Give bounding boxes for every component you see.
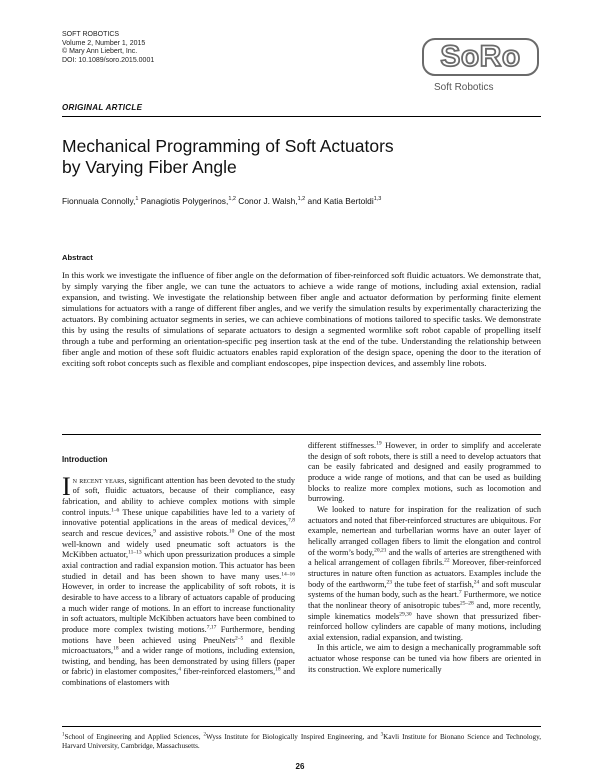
doi: DOI: 10.1089/soro.2015.0001: [62, 56, 155, 64]
soro-logo: [422, 38, 539, 76]
intro-paragraph-1: [62, 471, 295, 689]
article-title: [62, 136, 532, 178]
citation-ref: 7,17: [206, 624, 217, 631]
citation-ref: 25–28: [460, 600, 474, 607]
author-name: Fionnuala Connolly,: [62, 196, 136, 206]
title-line-2: by Varying Fiber Angle: [62, 157, 237, 177]
abstract-heading: Abstract: [62, 253, 93, 262]
body-column-left: [62, 441, 295, 689]
drop-cap: I: [62, 471, 71, 501]
logo-mark: SoRo: [440, 40, 521, 73]
author-affiliation: 1,3: [373, 196, 382, 203]
author-affiliation: 1,2: [297, 196, 306, 203]
footnote-rule: [62, 726, 541, 727]
header-rule: [62, 116, 541, 117]
article-type: ORIGINAL ARTICLE: [62, 103, 143, 112]
citation-ref: 7,8: [288, 517, 295, 524]
journal-metadata: [62, 31, 154, 65]
citation-ref: 1: [62, 733, 65, 738]
body-column-right: [308, 441, 541, 675]
volume-info: Volume 2, Number 1, 2015: [62, 39, 146, 47]
citation-ref: 9: [153, 528, 156, 535]
author-affiliation: 1,2: [228, 196, 236, 203]
rich-footnote: $^1$School of Engineering and Applied Sciences, $^2$Wyss Institute for Biologically Inspired Engineering, and $^3$Kavli Institute for Bionano Science and Technology, Harvard University, Cambridge, Massachusetts.: [62, 733, 541, 751]
intro-paragraph-1-cont: [308, 441, 541, 505]
journal-name: SOFT ROBOTICS: [62, 31, 120, 38]
intro-paragraph-3: In this article, we aim to design a mechanically programmable soft actuator whose response can be tuned via how fibers are oriented in its construction. We explore numerically: [308, 643, 541, 674]
page-number: 26: [295, 762, 305, 771]
citation-ref: 18: [275, 666, 281, 673]
citation-ref: 7: [458, 589, 462, 596]
intro-paragraph-2: [308, 505, 541, 644]
citation-ref: 24: [473, 578, 480, 585]
lead-in: n recent years: [72, 475, 125, 485]
author-list: [62, 196, 381, 206]
rich-p1-cont: different stiffnesses.$^{19}$ However, in order to simplify and accelerate the design of soft robots, there is still a need to develop actuators that can be easily fabricated and designed and easily programmed to produce a wide range of motions, and that can be used as building blocks to realize more complex motions, such as locomotion and burrowing.: [308, 440, 541, 504]
section-heading-introduction: Introduction: [62, 455, 108, 464]
logo-subtitle: Soft Robotics: [434, 82, 494, 93]
rich-p1: , significant attention has been devoted to the study of soft, fluidic actuators, because of their compliance, easy fabrication, and ability to achieve complex motions with simple control inputs.$^{1-6}$ These unique capabilities have led to a variety of innovative potential applications in the areas of medical devices,$^{7,8}$ search and rescue devices,$^9$ and assistive robots.$^{10}$ One of the most well-known and widely used pneumatic soft actuators is the McKibben actuator,$^{11-13}$ which upon pressurization produces a simple axial contraction and radial expansion motion. This actuator has been studied in detail and has been shown to have many uses.$^{14-16}$ However, in order to increase the applicability of soft robots, it is desirable to have access to a library of actuators capable of producing a much wider range of motions. In an effort to increase functionality in soft actuators, multiple McKibben actuators have been combined to produce more complex twisting motions.$^{7,17}$ Furthermore, bending motions have been achieved using PneuNets$^{2-5}$ and flexible microactuators,$^{18}$ and a wider range of motions, including extension, twisting, and bending, has been demonstrated by using fillers (paper or fabric) in elastomer composites,$^4$ fiber-reinforced elastomers,$^{18}$ and combinations of elastomers with: [62, 475, 295, 688]
citation-ref: 22: [444, 557, 450, 564]
citation-ref: 14–16: [281, 570, 295, 577]
rich-p2: We looked to nature for inspiration for the realization of such actuators and noted that fiber-reinforced structures are ubiquitous. For example, nemertean and turbellarian worms have an outer layer of helically arranged collagen fibers to limit the elongation and control of the worm’s body,$^{20,21}$ and the walls of arteries are strengthened with a helical arrangement of collagen fibrils.$^{22}$ Moreover, fiber-reinforced structures in nature often function as actuators. Examples include the body of the earthworm,$^{23}$ the tube feet of starfish,$^{24}$ and soft muscular systems of the human body, such as the heart.$^7$ Furthermore, we notice that the nonlinear theory of anisotropic tubes$^{25-28}$ and, more recently, simple kinematics models$^{29,30}$ have shown that pressurized fiber-reinforced hollow cylinders are capable of many motions, including axial extension, radial expansion, and twisting.: [308, 504, 542, 642]
author-affiliation: 1: [135, 196, 139, 203]
author-name: Conor J. Walsh,: [235, 196, 298, 206]
author-name: and Katia Bertoldi: [305, 196, 374, 206]
citation-ref: 29,30: [399, 610, 412, 617]
citation-ref: 1–6: [111, 506, 120, 513]
affiliations-footnote: [62, 731, 541, 751]
author-name: Panagiotis Polygerinos,: [138, 196, 229, 206]
title-line-1: Mechanical Programming of Soft Actuators: [62, 136, 394, 156]
abstract-body: In this work we investigate the influence of fiber angle on the deformation of fiber-reinforced soft fluidic actuators. We demonstrate that, by simply varying the fiber angle, we can tune the actuators to achieve a wide range of motions, including axial extension, radial expansion, and twisting. We investigate the relationship between fiber angle and actuator deformation by performing finite element simulations for actuators with a range of different fiber angles, and we verify the simulation results by experimentally characterizing the actuators. By combining actuator segments in series, we can achieve combinations of motions tailored to specific tasks. We demonstrate this by using the results of simulations of separate actuators to design a segmented wormlike soft robot capable of propelling itself through a tube and performing an orientation-specific peg insertion task at the end of the tube. Understanding the relationship between fiber angle and motion of these soft fluidic actuators enables rapid exploration of the design space, opening the door to the iteration of exciting soft robot concepts such as flexible and compliant endoscopes, pipe inspection devices, and assembly line robots.: [62, 270, 541, 368]
citation-ref: 11–13: [128, 549, 142, 556]
copyright: © Mary Ann Liebert, Inc.: [62, 48, 138, 56]
citation-ref: 2: [203, 733, 206, 738]
citation-ref: 20,21: [374, 546, 387, 553]
citation-ref: 23: [386, 578, 392, 585]
citation-ref: 18: [113, 645, 119, 652]
citation-ref: 4: [178, 666, 181, 673]
citation-ref: 2–5: [235, 634, 244, 641]
citation-ref: 10: [228, 528, 235, 535]
citation-ref: 3: [380, 733, 384, 738]
abstract-rule: [62, 434, 541, 435]
citation-ref: 19: [376, 440, 382, 447]
